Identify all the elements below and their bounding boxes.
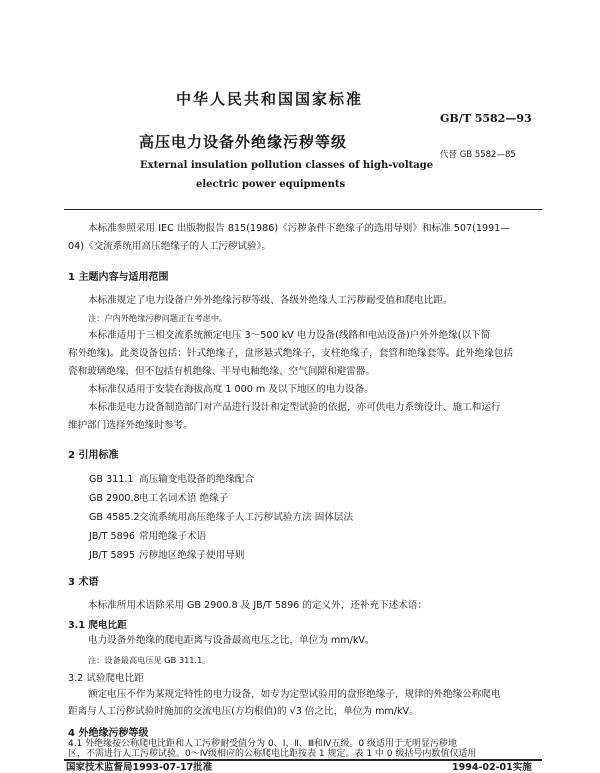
section2-heading: 2 引用标准 [68,450,119,461]
sec3-intro: 本标准所用术语除采用 GB 2900.8 及 JB/T 5896 的定义外，还补充下述术语： [88,600,428,611]
sec4-p1b: 区，不需进行人工污秽试验。0～Ⅳ级相应的公称爬电比距按表 1 规定。表 1 中 0 级括号内数值仅适用 [68,749,477,759]
intro-line1: 本标准参照采用 IEC 出版物报告 815(1986)《污秽条件下绝缘子的选用导则》和标准 507(1991— [88,223,510,234]
approval-date: 国家技术监督局1993-07-17批准 [66,762,213,773]
reference-item: JB/T 5895 污秽地区绝缘子使用导则 [89,550,245,561]
term-3-2-heading: 3.2 试验爬电比距 [68,673,144,684]
standard-code: GB/T 5582—93 [440,112,532,125]
intro-line2: 04)《交流系统用高压绝缘子的人工污秽试验》。 [68,241,272,252]
term-3-2-text-a: 额定电压不作为某规定特性的电力设备，如专为定型试验用的盘形绝缘子，规律的外绝缘公称爬电 [88,689,501,700]
section4-heading: 4 外绝缘污秽等级 [68,728,149,739]
term-3-1-text: 电力设备外绝缘的爬电距离与设备最高电压之比，单位为 mm/kV。 [88,635,375,646]
header-divider [64,209,542,210]
section3-heading: 3 术语 [68,577,99,588]
reference-item: GB 4585.2交流系统用高压绝缘子人工污秽试验方法 固体层法 [89,512,354,523]
sec1-p4a: 本标准是电力设备制造部门对产品进行设计和定型试验的依据，亦可供电力系统设计、施工和运行 [88,402,501,413]
reference-item: JB/T 5896 常用绝缘子术语 [89,531,207,542]
national-standard-label: 中华人民共和国国家标准 [176,90,364,108]
sec1-p1: 本标准规定了电力设备户外外绝缘污秽等级、各级外绝缘人工污秽耐受值和爬电比距。 [88,295,453,306]
reference-item: GB 311.1 高压输变电设备的绝缘配合 [89,474,255,485]
section1-heading: 1 主题内容与适用范围 [68,272,169,283]
sec1-p3: 本标准仅适用于安装在海拔高度 1 000 m 及以下地区的电力设备。 [88,384,374,395]
effective-date: 1994-02-01实施 [452,762,532,773]
sec1-p2c: 瓷和玻璃绝缘，但不包括有机绝缘、半导电釉绝缘、空气间隙和避雷器。 [68,366,375,377]
english-title-line1: External insulation pollution classes of high-voltage [140,160,434,171]
replaces-standard: 代替 GB 5582—85 [440,150,516,160]
sec4-p1a: 4.1 外绝缘按公称爬电比距和人工污秽耐受值分为 0、Ⅰ、Ⅱ、Ⅲ和Ⅳ五级。0 级适用于无明显污秽地 [68,739,457,749]
term-3-1-note: 注：设备最高电压见 GB 311.1。 [88,655,211,665]
term-3-2-text-b: 距离与人工污秽试验时施加的交流电压(方均根值)的 √3 倍之比，单位为 mm/kV。 [68,706,419,717]
term-3-1-heading: 3.1 爬电比距 [68,620,127,631]
sec1-note: 注：户内外绝缘污秽问题正在考虑中。 [88,313,228,323]
sec1-p4b: 维护部门选择外绝缘时参考。 [68,420,193,431]
english-title-line2: electric power equipments [196,179,346,190]
sec1-p2b: 称外绝缘)。此类设备包括：针式绝缘子，盘形悬式绝缘子，支柱绝缘子，套管和绝缘套等。此外绝缘包括 [68,348,514,359]
document-title: 高压电力设备外绝缘污秽等级 [139,133,348,151]
sec1-p2a: 本标准适用于三相交流系统额定电压 3～500 kV 电力设备(线路和电站设备)户外外绝缘(以下简 [88,330,491,341]
reference-item: GB 2900.8电工名词术语 绝缘子 [89,493,229,504]
